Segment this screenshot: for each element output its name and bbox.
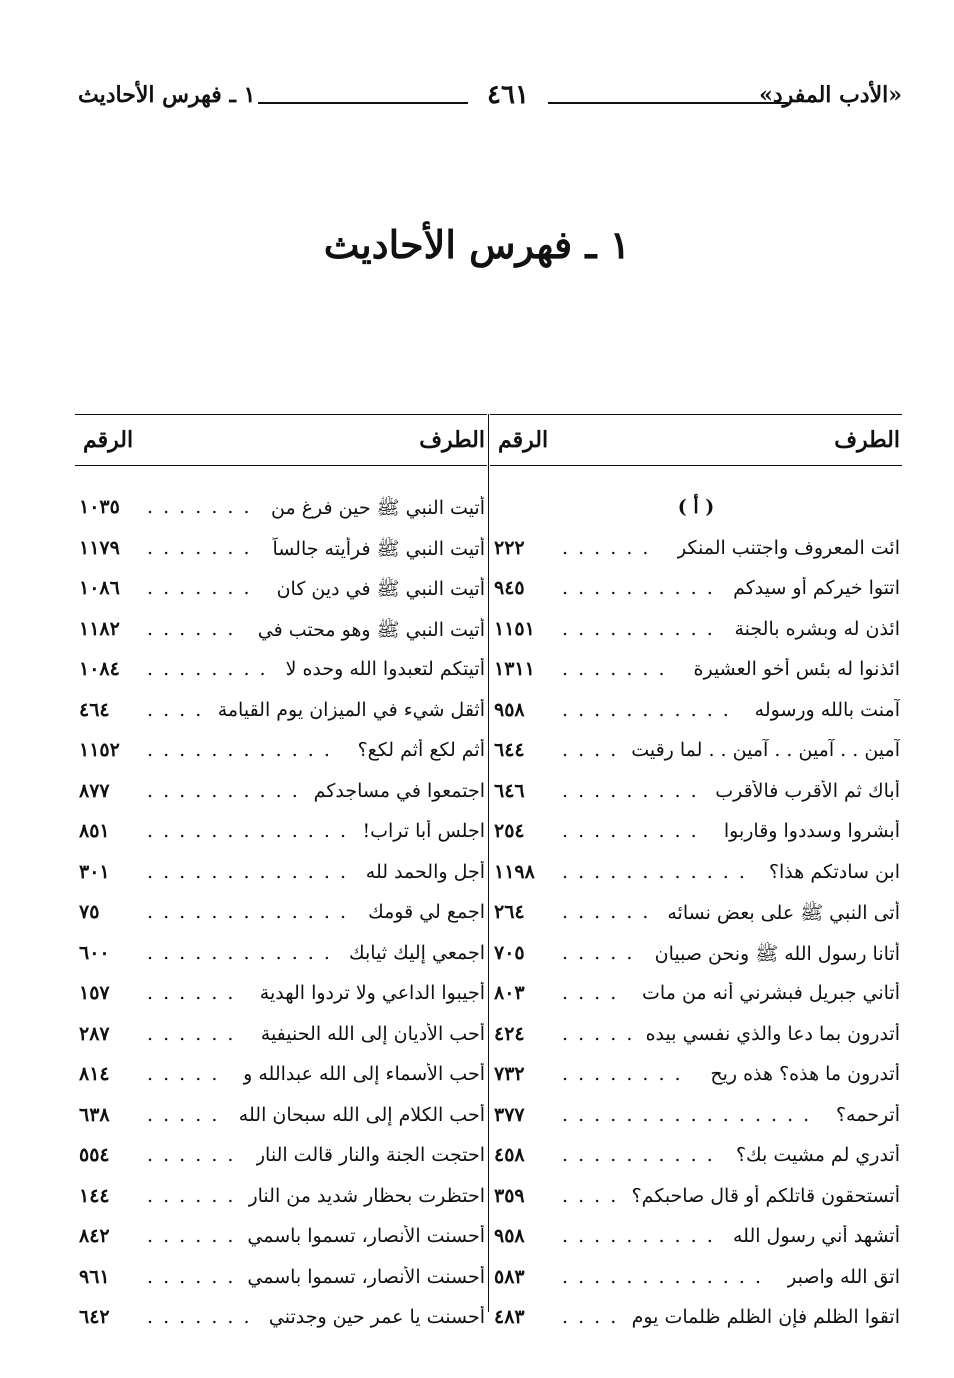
entry-text: أحسنت الأنصار، تسموا باسمي [247, 1265, 485, 1288]
leader-dots: . . . . . . . . . . . . . [562, 1265, 763, 1288]
index-entry [490, 897, 902, 938]
entry-text: أحب الأديان إلى الله الحنيفية [260, 1022, 485, 1045]
index-entry [490, 1181, 902, 1222]
index-entry [75, 1262, 487, 1303]
entry-number: ٤٢٤ [494, 1022, 525, 1045]
index-entry [490, 1262, 902, 1303]
index-entry [490, 654, 902, 695]
header-rule [548, 102, 788, 104]
index-entry [490, 533, 902, 574]
leader-dots: . . . . [562, 739, 619, 761]
entry-number: ٩٤٥ [494, 577, 525, 599]
entry-number: ٧٣٢ [494, 1063, 525, 1085]
leader-dots: . . . . . . . . . [562, 820, 699, 842]
index-entry [490, 1059, 902, 1100]
entry-text: اجتمعوا في مساجدكم [313, 779, 485, 802]
index-entry [75, 1059, 487, 1100]
entry-text: آمنت بالله ورسوله [754, 698, 900, 721]
entry-text: آمين . . آمين . . آمين . . لما رقيت [631, 739, 900, 761]
entry-text: أتستحقون قاتلكم أو قال صاحبكم؟ [631, 1184, 900, 1207]
running-header [78, 78, 902, 118]
entry-text: أحسنت يا عمر حين وجدتني [268, 1306, 485, 1328]
leader-dots: . . . . [562, 1306, 619, 1328]
header-raqm: الرقم [498, 427, 549, 453]
entry-number: ٩٦١ [79, 1265, 110, 1288]
entry-number: ١١٩٨ [494, 860, 535, 883]
entry-number: ٩٥٨ [494, 1225, 525, 1247]
entry-text: أتانا رسول الله ﷺ ونحن صبيان [654, 942, 900, 965]
index-entry [490, 695, 902, 736]
entry-number: ٤٥٨ [494, 1144, 525, 1166]
leader-dots: . . . . . . . . . [562, 779, 699, 802]
index-list [75, 466, 487, 1343]
index-entry [490, 614, 902, 655]
header-taraf: الطرف [419, 427, 485, 453]
leader-dots: . . . . [147, 698, 204, 721]
leader-dots: . . . . [562, 1184, 619, 1207]
entry-number: ٤٨٣ [494, 1306, 525, 1328]
entry-number: ٩٥٨ [494, 698, 525, 721]
entry-number: ١٠٨٤ [79, 658, 120, 680]
index-entry [75, 776, 487, 817]
leader-dots: . . . . . [147, 1063, 220, 1085]
entry-text: أتدرون بما دعا والذي نفسي بيده [645, 1022, 900, 1045]
entry-number: ٢٢٢ [494, 536, 525, 559]
index-entry [75, 1019, 487, 1060]
entry-text: أجيبوا الداعي ولا تردوا الهدية [259, 982, 485, 1004]
entry-number: ٨١٤ [79, 1063, 110, 1085]
column-divider [488, 414, 489, 1312]
entry-text: أحب الأسماء إلى الله عبدالله و [243, 1063, 485, 1085]
entry-text: أباك ثم الأقرب فالأقرب [715, 779, 900, 802]
entry-number: ١١٥١ [494, 617, 535, 640]
index-entry [75, 938, 487, 979]
book-title: «الأدب المفرد» [759, 82, 902, 108]
leader-dots: . . . . . . . [147, 536, 252, 559]
entry-number: ٤٦٤ [79, 698, 110, 721]
index-entry [75, 816, 487, 857]
index-entry [75, 978, 487, 1019]
entry-number: ٣٠١ [79, 860, 110, 883]
entry-text: أحب الكلام إلى الله سبحان الله [238, 1103, 485, 1126]
leader-dots: . . . . . . . . . . [562, 577, 715, 599]
entry-number: ٦٣٨ [79, 1103, 110, 1126]
entry-number: ٣٥٩ [494, 1184, 525, 1207]
column-header [75, 414, 487, 466]
entry-text: أتدرون ما هذه؟ هذه ريح [710, 1063, 900, 1085]
index-entry [490, 1100, 902, 1141]
leader-dots: . . . . . . [562, 536, 651, 559]
entry-number: ٦٤٦ [494, 779, 525, 802]
leader-dots: . . . . . . . . [147, 658, 268, 680]
index-entry [75, 695, 487, 736]
index-entry [490, 735, 902, 776]
entry-number: ١٥٧ [79, 982, 110, 1004]
index-entry [490, 573, 902, 614]
leader-dots: . . . . . . [147, 1144, 236, 1166]
index-entry [75, 533, 487, 574]
leader-dots: . . . . . . . [562, 658, 667, 680]
index-entry [490, 1019, 902, 1060]
index-entry [75, 897, 487, 938]
index-entry [75, 492, 487, 533]
entry-number: ٣٧٧ [494, 1103, 525, 1126]
leader-dots: . . . . . . . . . . . . [562, 860, 747, 883]
letter-heading-row [490, 492, 902, 533]
entry-text: أتيت النبي ﷺ حين فرغ من [271, 497, 485, 519]
index-column-right [490, 414, 902, 1343]
entry-text: ائت المعروف واجتنب المنكر [677, 536, 900, 559]
entry-text: أتشهد أني رسول الله [732, 1225, 900, 1247]
entry-text: أتى النبي ﷺ على بعض نسائه [667, 902, 900, 924]
leader-dots: . . . . . . . . . . [562, 617, 715, 640]
leader-dots: . . . . . . . . . . . . . [147, 820, 348, 842]
leader-dots: . . . . [562, 982, 619, 1004]
letter-heading: ( أ ) [677, 496, 715, 518]
entry-text: اتقوا الظلم فإن الظلم ظلمات يوم [631, 1306, 900, 1328]
index-entry [490, 938, 902, 979]
index-entry [75, 1100, 487, 1141]
index-entry [490, 816, 902, 857]
leader-dots: . . . . . . [562, 901, 651, 923]
leader-dots: . . . . . . [147, 1265, 236, 1288]
leader-dots: . . . . . . . . . . . . . . . . [562, 1103, 812, 1126]
leader-dots: . . . . . . . [147, 496, 252, 518]
leader-dots: . . . . . . [147, 982, 236, 1004]
entry-number: ٧٠٥ [494, 941, 525, 964]
entry-number: ١٤٤ [79, 1184, 110, 1207]
index-entry [490, 1302, 902, 1343]
index-entry [75, 1140, 487, 1181]
section-label: ١ ـ فهرس الأحاديث [78, 82, 256, 108]
entry-text: أتيت النبي ﷺ فرأيته جالساً [272, 537, 485, 560]
entry-number: ١٠٨٦ [79, 577, 120, 599]
leader-dots: . . . . . . . . . . [562, 1144, 715, 1166]
entry-number: ٥٨٣ [494, 1265, 525, 1288]
leader-dots: . . . . . . [147, 1184, 236, 1207]
entry-text: أثم لكع أثم لكع؟ [357, 739, 485, 761]
leader-dots: . . . . . . . . . . . . . [147, 860, 348, 883]
entry-text: ائذن له وبشره بالجنة [734, 617, 900, 640]
leader-dots: . . . . . . . . . . [562, 1225, 715, 1247]
entry-text: اتتوا خيركم أو سيدكم [733, 577, 900, 599]
entry-number: ٢٥٤ [494, 820, 525, 842]
entry-number: ٦٤٢ [79, 1306, 110, 1328]
entry-number: ٦٠٠ [79, 941, 110, 964]
entry-number: ١١٨٢ [79, 617, 120, 640]
entry-text: احتظرت بحظار شديد من النار [248, 1184, 485, 1207]
entry-text: أبشروا وسددوا وقاربوا [723, 820, 900, 842]
entry-number: ١٣١١ [494, 658, 535, 680]
entry-number: ٢٦٤ [494, 901, 525, 923]
leader-dots: . . . . . [562, 1022, 635, 1045]
entry-number: ٨٤٢ [79, 1225, 110, 1247]
header-raqm: الرقم [83, 427, 134, 453]
leader-dots: . . . . . . . . . . . . [147, 941, 332, 964]
entry-text: أتيت النبي ﷺ وهو محتب في [257, 618, 485, 641]
entry-number: ٢٨٧ [79, 1022, 110, 1045]
index-entry [75, 857, 487, 898]
entry-text: اتق الله واصبر [787, 1265, 900, 1288]
index-entry [75, 1181, 487, 1222]
entry-number: ٨٥١ [79, 820, 110, 842]
leader-dots: . . . . . [562, 941, 635, 964]
header-rule [258, 102, 468, 104]
index-column-left [75, 414, 487, 1343]
entry-text: أتيتكم لتعبدوا الله وحده لا [285, 658, 485, 680]
index-entry [75, 735, 487, 776]
header-taraf: الطرف [834, 427, 900, 453]
index-entry [75, 614, 487, 655]
index-entry [490, 1221, 902, 1262]
leader-dots: . . . . . . . [147, 1306, 252, 1328]
entry-number: ٨٠٣ [494, 982, 525, 1004]
entry-number: ٦٤٤ [494, 739, 525, 761]
entry-number: ١١٧٩ [79, 536, 120, 559]
leader-dots: . . . . . . . . . . . [562, 698, 731, 721]
leader-dots: . . . . . . [147, 617, 236, 640]
entry-text: ابن سادتكم هذا؟ [768, 860, 900, 883]
entry-text: أثقل شيء في الميزان يوم القيامة [217, 698, 485, 721]
entry-text: أحسنت الأنصار، تسموا باسمي [247, 1225, 485, 1247]
index-entry [75, 1221, 487, 1262]
index-entry [490, 857, 902, 898]
entry-text: أجل والحمد لله [365, 860, 485, 883]
index-entry [490, 978, 902, 1019]
leader-dots: . . . . . . . [147, 577, 252, 599]
entry-number: ٥٥٤ [79, 1144, 110, 1166]
entry-text: أتاني جبريل فبشرني أنه من مات [642, 982, 900, 1004]
entry-number: ٨٧٧ [79, 779, 110, 802]
index-list [490, 466, 902, 1343]
leader-dots: . . . . . [147, 1103, 220, 1126]
leader-dots: . . . . . . . . . . [147, 779, 300, 802]
index-entry [75, 573, 487, 614]
entry-text: أترحمه؟ [835, 1103, 900, 1126]
leader-dots: . . . . . . [147, 1022, 236, 1045]
index-entry [490, 1140, 902, 1181]
entry-text: أتدري لم مشيت بك؟ [735, 1144, 900, 1166]
index-entry [75, 1302, 487, 1343]
entry-text: اجمع لي قومك [368, 901, 485, 923]
index-entry [75, 654, 487, 695]
entry-text: اجمعي إليك ثيابك [348, 941, 485, 964]
entry-text: احتجت الجنة والنار قالت النار [255, 1144, 485, 1166]
entry-number: ٧٥ [79, 901, 100, 923]
entry-text: أتيت النبي ﷺ في دين كان [276, 578, 485, 600]
leader-dots: . . . . . . . . . . . . [147, 739, 332, 761]
entry-number: ١١٥٢ [79, 739, 120, 761]
section-title: ١ ـ فهرس الأحاديث [323, 222, 631, 267]
entry-number: ١٠٣٥ [79, 496, 120, 518]
page-number: ٤٦١ [487, 80, 529, 110]
index-entry [490, 776, 902, 817]
leader-dots: . . . . . . [147, 1225, 236, 1247]
column-header [490, 414, 902, 466]
leader-dots: . . . . . . . . [562, 1063, 683, 1085]
leader-dots: . . . . . . . . . . . . . [147, 901, 348, 923]
entry-text: ائذنوا له بئس أخو العشيرة [693, 658, 900, 680]
entry-text: اجلس أبا تراب! [362, 820, 485, 842]
